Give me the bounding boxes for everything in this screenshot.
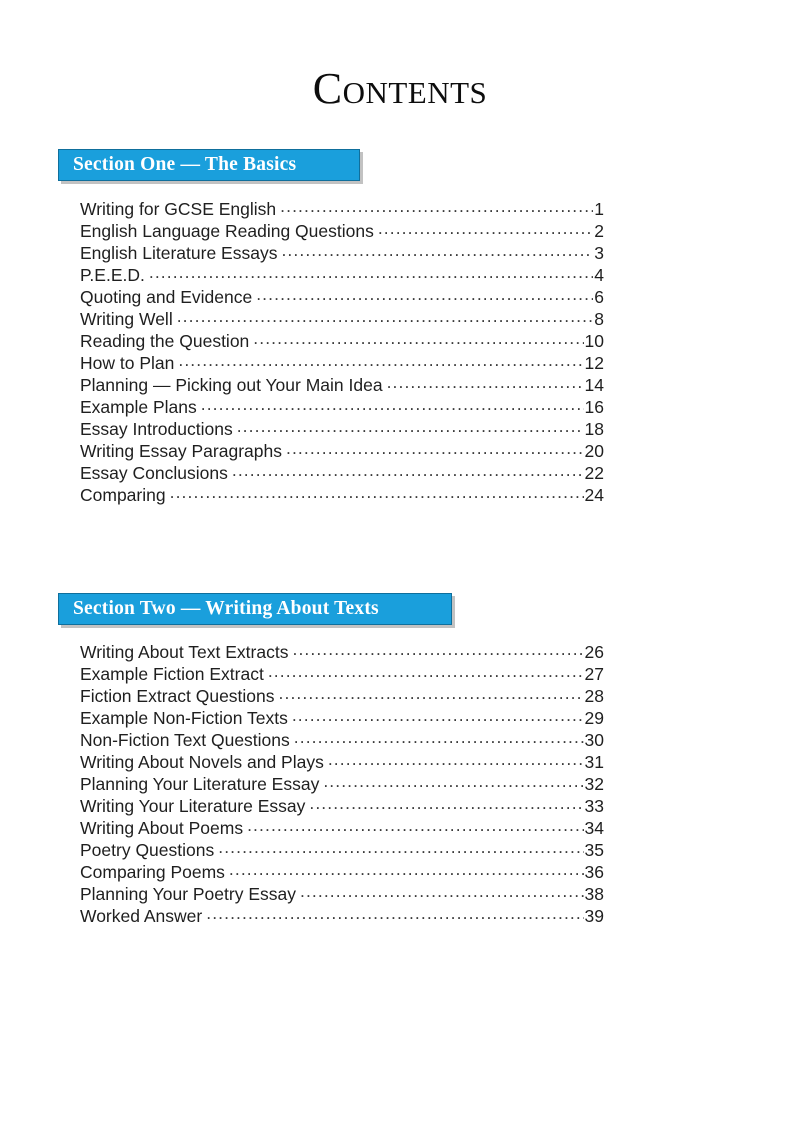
toc-entry-title: English Literature Essays [80, 243, 278, 263]
toc-leader-dots [256, 286, 593, 303]
toc-leader-dots [292, 641, 583, 658]
toc-leader-dots [292, 707, 584, 724]
toc-leader-dots [237, 418, 584, 435]
toc-leader-dots [232, 462, 584, 479]
toc-entry-title: P.E.E.D. [80, 265, 145, 285]
toc-entry-title: Example Plans [80, 397, 197, 417]
toc-entry-title: Writing Essay Paragraphs [80, 441, 282, 461]
toc-entry-page-number: 1 [594, 199, 604, 219]
toc-leader-dots [149, 264, 593, 281]
toc-list-section-two [80, 641, 604, 927]
toc-leader-dots [229, 861, 584, 878]
toc-entry-page-number: 24 [584, 485, 604, 505]
toc-entry[interactable] [80, 440, 604, 462]
section-header-label: Section One — The Basics [73, 154, 297, 175]
toc-leader-dots [279, 685, 584, 702]
toc-entry-title: Worked Answer [80, 906, 203, 926]
toc-leader-dots [286, 440, 584, 457]
toc-leader-dots [378, 220, 593, 237]
toc-leader-dots [328, 751, 584, 768]
toc-entry[interactable] [80, 462, 604, 484]
toc-entry[interactable] [80, 396, 604, 418]
toc-entry-title: Comparing Poems [80, 862, 225, 882]
toc-entry-page-number: 30 [584, 730, 604, 750]
toc-entry-title: Reading the Question [80, 331, 250, 351]
toc-list-section-one [80, 198, 604, 506]
toc-entry-title: Quoting and Evidence [80, 287, 253, 307]
toc-entry[interactable] [80, 795, 604, 817]
toc-leader-dots [323, 773, 583, 790]
toc-entry-page-number: 22 [584, 463, 604, 483]
toc-entry[interactable] [80, 264, 604, 286]
toc-entry[interactable] [80, 308, 604, 330]
toc-entry[interactable] [80, 352, 604, 374]
toc-entry-page-number: 6 [594, 287, 604, 307]
toc-entry-title: Essay Conclusions [80, 463, 228, 483]
toc-entry[interactable] [80, 418, 604, 440]
toc-entry-page-number: 34 [584, 818, 604, 838]
toc-entry-page-number: 35 [584, 840, 604, 860]
toc-entry-title: Writing for GCSE English [80, 199, 277, 219]
toc-entry[interactable] [80, 773, 604, 795]
toc-entry-page-number: 39 [584, 906, 604, 926]
toc-entry[interactable] [80, 861, 604, 883]
toc-entry[interactable] [80, 663, 604, 685]
toc-entry-page-number: 4 [594, 265, 604, 285]
toc-entry-title: Writing Your Literature Essay [80, 796, 306, 816]
section-header-label: Section Two — Writing About Texts [73, 598, 379, 619]
toc-entry-title: Example Non-Fiction Texts [80, 708, 288, 728]
toc-entry[interactable] [80, 817, 604, 839]
toc-entry-title: Writing About Novels and Plays [80, 752, 324, 772]
toc-entry-page-number: 10 [584, 331, 604, 351]
toc-entry-title: Comparing [80, 485, 166, 505]
toc-leader-dots [387, 374, 584, 391]
toc-entry[interactable] [80, 685, 604, 707]
toc-entry[interactable] [80, 286, 604, 308]
toc-entry[interactable] [80, 484, 604, 506]
toc-entry-page-number: 8 [594, 309, 604, 329]
toc-entry-title: Essay Introductions [80, 419, 233, 439]
toc-entry[interactable] [80, 220, 604, 242]
section-header-section-two [58, 593, 452, 625]
toc-entry[interactable] [80, 641, 604, 663]
toc-entry-title: Poetry Questions [80, 840, 215, 860]
toc-entry-title: Non-Fiction Text Questions [80, 730, 290, 750]
page-title: Contents [312, 64, 488, 114]
toc-leader-dots [300, 883, 584, 900]
toc-entry-title: Writing About Poems [80, 818, 244, 838]
toc-entry-page-number: 31 [584, 752, 604, 772]
toc-leader-dots [247, 817, 583, 834]
toc-entry-page-number: 32 [584, 774, 604, 794]
toc-entry-page-number: 20 [584, 441, 604, 461]
toc-entry[interactable] [80, 242, 604, 264]
section-header-section-one [58, 149, 360, 181]
toc-entry-page-number: 28 [584, 686, 604, 706]
toc-entry[interactable] [80, 198, 604, 220]
toc-entry-page-number: 29 [584, 708, 604, 728]
toc-entry-page-number: 26 [584, 642, 604, 662]
toc-entry[interactable] [80, 751, 604, 773]
toc-entry[interactable] [80, 883, 604, 905]
toc-entry-title: English Language Reading Questions [80, 221, 374, 241]
toc-leader-dots [170, 484, 584, 501]
toc-leader-dots [294, 729, 584, 746]
toc-leader-dots [218, 839, 583, 856]
toc-entry-page-number: 2 [594, 221, 604, 241]
toc-leader-dots [178, 352, 583, 369]
toc-entry-page-number: 33 [584, 796, 604, 816]
toc-entry-page-number: 14 [584, 375, 604, 395]
toc-entry[interactable] [80, 729, 604, 751]
toc-leader-dots [206, 905, 583, 922]
toc-entry[interactable] [80, 330, 604, 352]
toc-leader-dots [177, 308, 594, 325]
toc-entry-page-number: 16 [584, 397, 604, 417]
toc-entry[interactable] [80, 374, 604, 396]
toc-entry-title: Example Fiction Extract [80, 664, 264, 684]
toc-leader-dots [201, 396, 584, 413]
toc-leader-dots [268, 663, 584, 680]
toc-leader-dots [281, 242, 593, 259]
toc-entry-title: Planning Your Literature Essay [80, 774, 320, 794]
toc-leader-dots [253, 330, 583, 347]
toc-leader-dots [280, 198, 593, 215]
toc-entry-title: Planning Your Poetry Essay [80, 884, 296, 904]
toc-entry-page-number: 38 [584, 884, 604, 904]
toc-leader-dots [309, 795, 583, 812]
toc-entry-title: How to Plan [80, 353, 175, 373]
toc-entry[interactable] [80, 905, 604, 927]
toc-entry[interactable] [80, 839, 604, 861]
toc-entry-page-number: 3 [594, 243, 604, 263]
toc-entry-page-number: 27 [584, 664, 604, 684]
toc-entry-title: Planning — Picking out Your Main Idea [80, 375, 383, 395]
toc-entry-page-number: 12 [584, 353, 604, 373]
toc-entry[interactable] [80, 707, 604, 729]
toc-entry-page-number: 36 [584, 862, 604, 882]
toc-entry-title: Writing About Text Extracts [80, 642, 289, 662]
toc-entry-title: Writing Well [80, 309, 173, 329]
toc-entry-page-number: 18 [584, 419, 604, 439]
toc-entry-title: Fiction Extract Questions [80, 686, 275, 706]
